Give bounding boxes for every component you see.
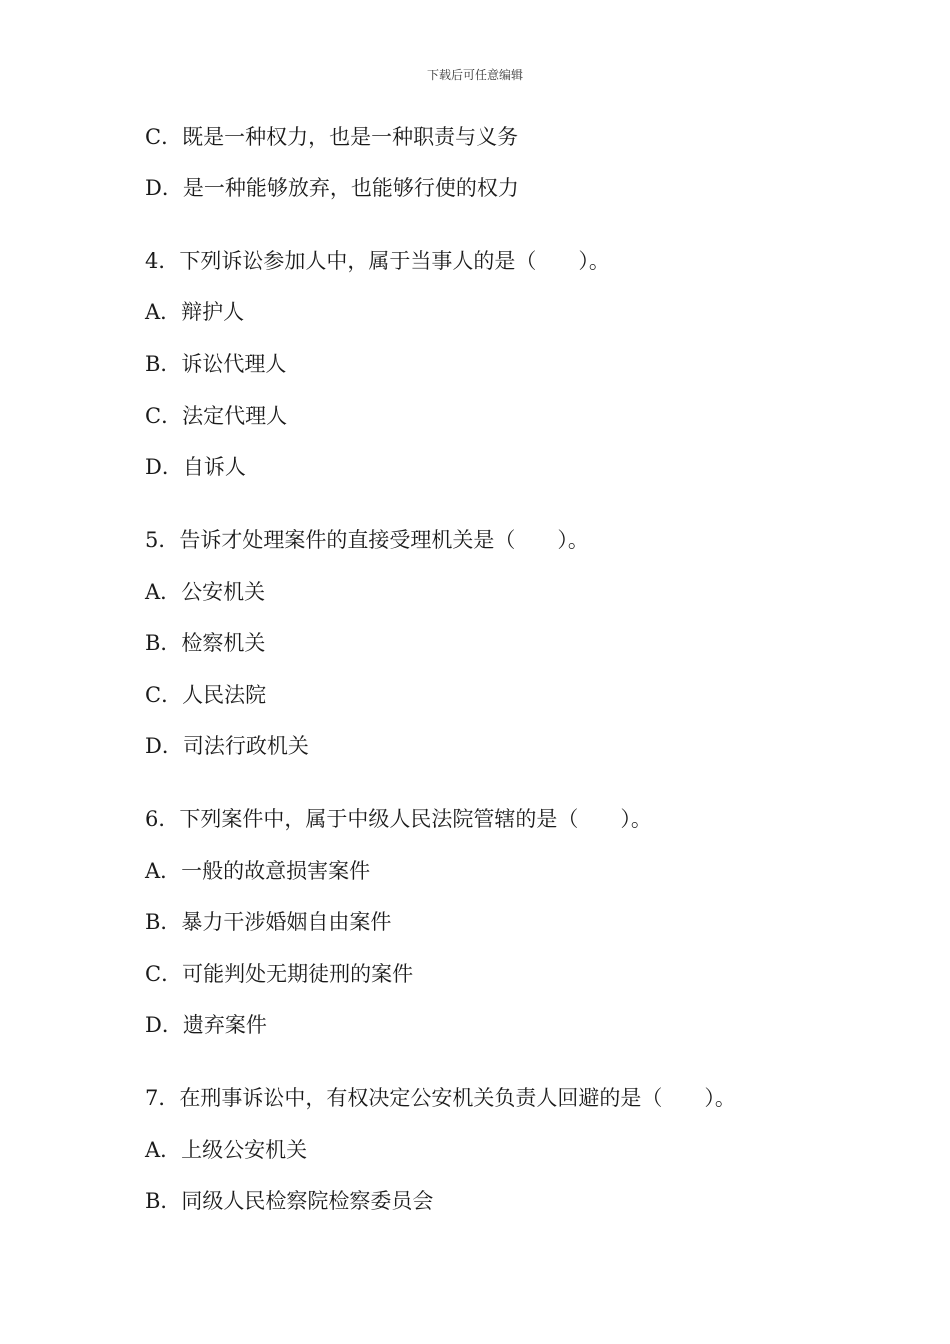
option-7b: B．同级人民检察院检察委员会 xyxy=(145,1189,434,1213)
option-5b: B．检察机关 xyxy=(145,631,266,655)
question-5: 5．告诉才处理案件的直接受理机关是（ ）。 xyxy=(145,528,589,552)
option-6d: D．遗弃案件 xyxy=(145,1013,267,1037)
option-5d: D．司法行政机关 xyxy=(145,734,309,758)
option-6a: A．一般的故意损害案件 xyxy=(145,859,371,883)
question-4: 4．下列诉讼参加人中，属于当事人的是（ ）。 xyxy=(145,249,610,273)
option-3c: C．既是一种权力，也是一种职责与义务 xyxy=(145,125,519,149)
question-6: 6．下列案件中，属于中级人民法院管辖的是（ ）。 xyxy=(145,807,652,831)
option-7a: A．上级公安机关 xyxy=(145,1138,308,1162)
question-7: 7．在刑事诉讼中，有权决定公安机关负责人回避的是（ ）。 xyxy=(145,1086,736,1110)
option-6b: B．暴力干涉婚姻自由案件 xyxy=(145,910,392,934)
option-4c: C．法定代理人 xyxy=(145,404,288,428)
option-5a: A．公安机关 xyxy=(145,580,266,604)
option-6c: C．可能判处无期徒刑的案件 xyxy=(145,962,414,986)
option-4d: D．自诉人 xyxy=(145,455,246,479)
option-4b: B．诉讼代理人 xyxy=(145,352,287,376)
option-4a: A．辩护人 xyxy=(145,300,245,324)
page-header: 下载后可任意编辑 xyxy=(426,68,523,82)
option-3d: D．是一种能够放弃，也能够行使的权力 xyxy=(145,176,519,200)
option-5c: C．人民法院 xyxy=(145,683,267,707)
